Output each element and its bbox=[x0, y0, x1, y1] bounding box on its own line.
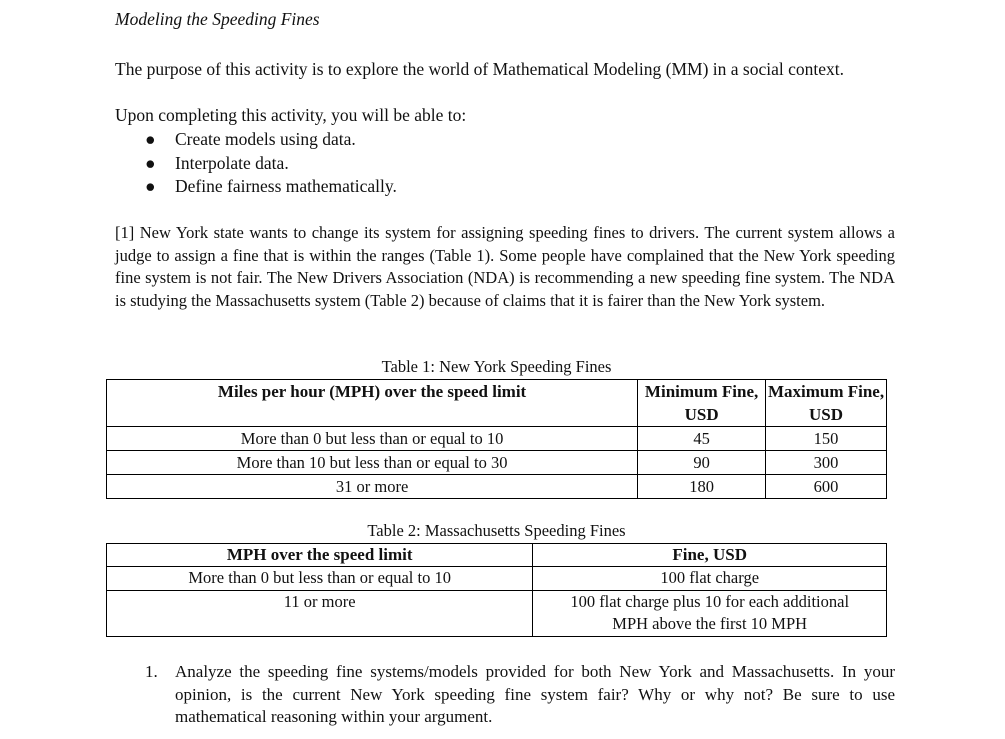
table-row bbox=[107, 451, 887, 475]
table-row bbox=[107, 427, 887, 451]
bullet-icon: ● bbox=[145, 152, 156, 173]
table-cell: 600 bbox=[766, 475, 887, 499]
table-cell: 150 bbox=[766, 427, 887, 451]
table-row bbox=[107, 590, 887, 636]
objectives-lead: Upon completing this activity, you will be able to: bbox=[115, 105, 467, 125]
table-cell: More than 0 but less than or equal to 10 bbox=[107, 567, 533, 591]
table-row bbox=[107, 567, 887, 591]
column-header: MPH over the speed limit bbox=[107, 544, 533, 567]
new-york-fines-table bbox=[106, 379, 887, 499]
intro-paragraph: The purpose of this activity is to explore the world of Mathematical Modeling (MM) in a social context. bbox=[115, 59, 844, 79]
table-cell: 45 bbox=[638, 427, 766, 451]
table-header-row bbox=[107, 380, 887, 427]
column-header: Miles per hour (MPH) over the speed limit bbox=[107, 380, 638, 427]
list-item: ● Create models using data. bbox=[115, 128, 397, 152]
question-number: 1. bbox=[145, 662, 158, 681]
column-header: Minimum Fine, USD bbox=[638, 380, 766, 427]
table-cell: More than 0 but less than or equal to 10 bbox=[107, 427, 638, 451]
table-cell: 11 or more bbox=[107, 590, 533, 636]
table-row bbox=[107, 475, 887, 499]
table-cell: 100 flat charge bbox=[533, 567, 887, 591]
table-cell: 31 or more bbox=[107, 475, 638, 499]
list-item: ● Interpolate data. bbox=[115, 152, 397, 176]
question-1 bbox=[145, 661, 895, 729]
column-header: Fine, USD bbox=[533, 544, 887, 567]
bullet-icon: ● bbox=[145, 176, 156, 196]
table-cell: 180 bbox=[638, 475, 766, 499]
table-header-row bbox=[107, 544, 887, 567]
document-title: Modeling the Speeding Fines bbox=[115, 9, 320, 29]
column-header: Maximum Fine, USD bbox=[766, 380, 887, 427]
table-cell: More than 10 but less than or equal to 30 bbox=[107, 451, 638, 475]
context-paragraph: [1] New York state wants to change its system for assigning speeding fines to drivers. The current system allows a judge to assign a fine that is within the ranges (Table 1). Some people have complained that the New York speeding fine system is not fair. The New Drivers Association (NDA) is recommending a new speeding fine system. The NDA is studying the Massachusetts system (Table 2) because of claims that it is fairer than the New York system. bbox=[115, 223, 895, 310]
list-item: ● Define fairness mathematically. bbox=[115, 175, 397, 199]
table2-caption: Table 2: Massachusetts Speeding Fines bbox=[367, 521, 626, 540]
table-cell: 90 bbox=[638, 451, 766, 475]
table-cell: 300 bbox=[766, 451, 887, 475]
massachusetts-fines-table bbox=[106, 543, 887, 637]
bullet-icon: ● bbox=[145, 129, 156, 149]
table-cell: 100 flat charge plus 10 for each additional MPH above the first 10 MPH bbox=[533, 590, 887, 636]
question-text: Analyze the speeding fine systems/models provided for both New York and Massachusetts. In your opinion, is the current New York speeding fine system fair? Why or why not? Be sure to use mathematical reasoning within your argument. bbox=[175, 662, 895, 726]
objectives-list bbox=[115, 128, 397, 199]
table1-caption: Table 1: New York Speeding Fines bbox=[381, 357, 612, 376]
